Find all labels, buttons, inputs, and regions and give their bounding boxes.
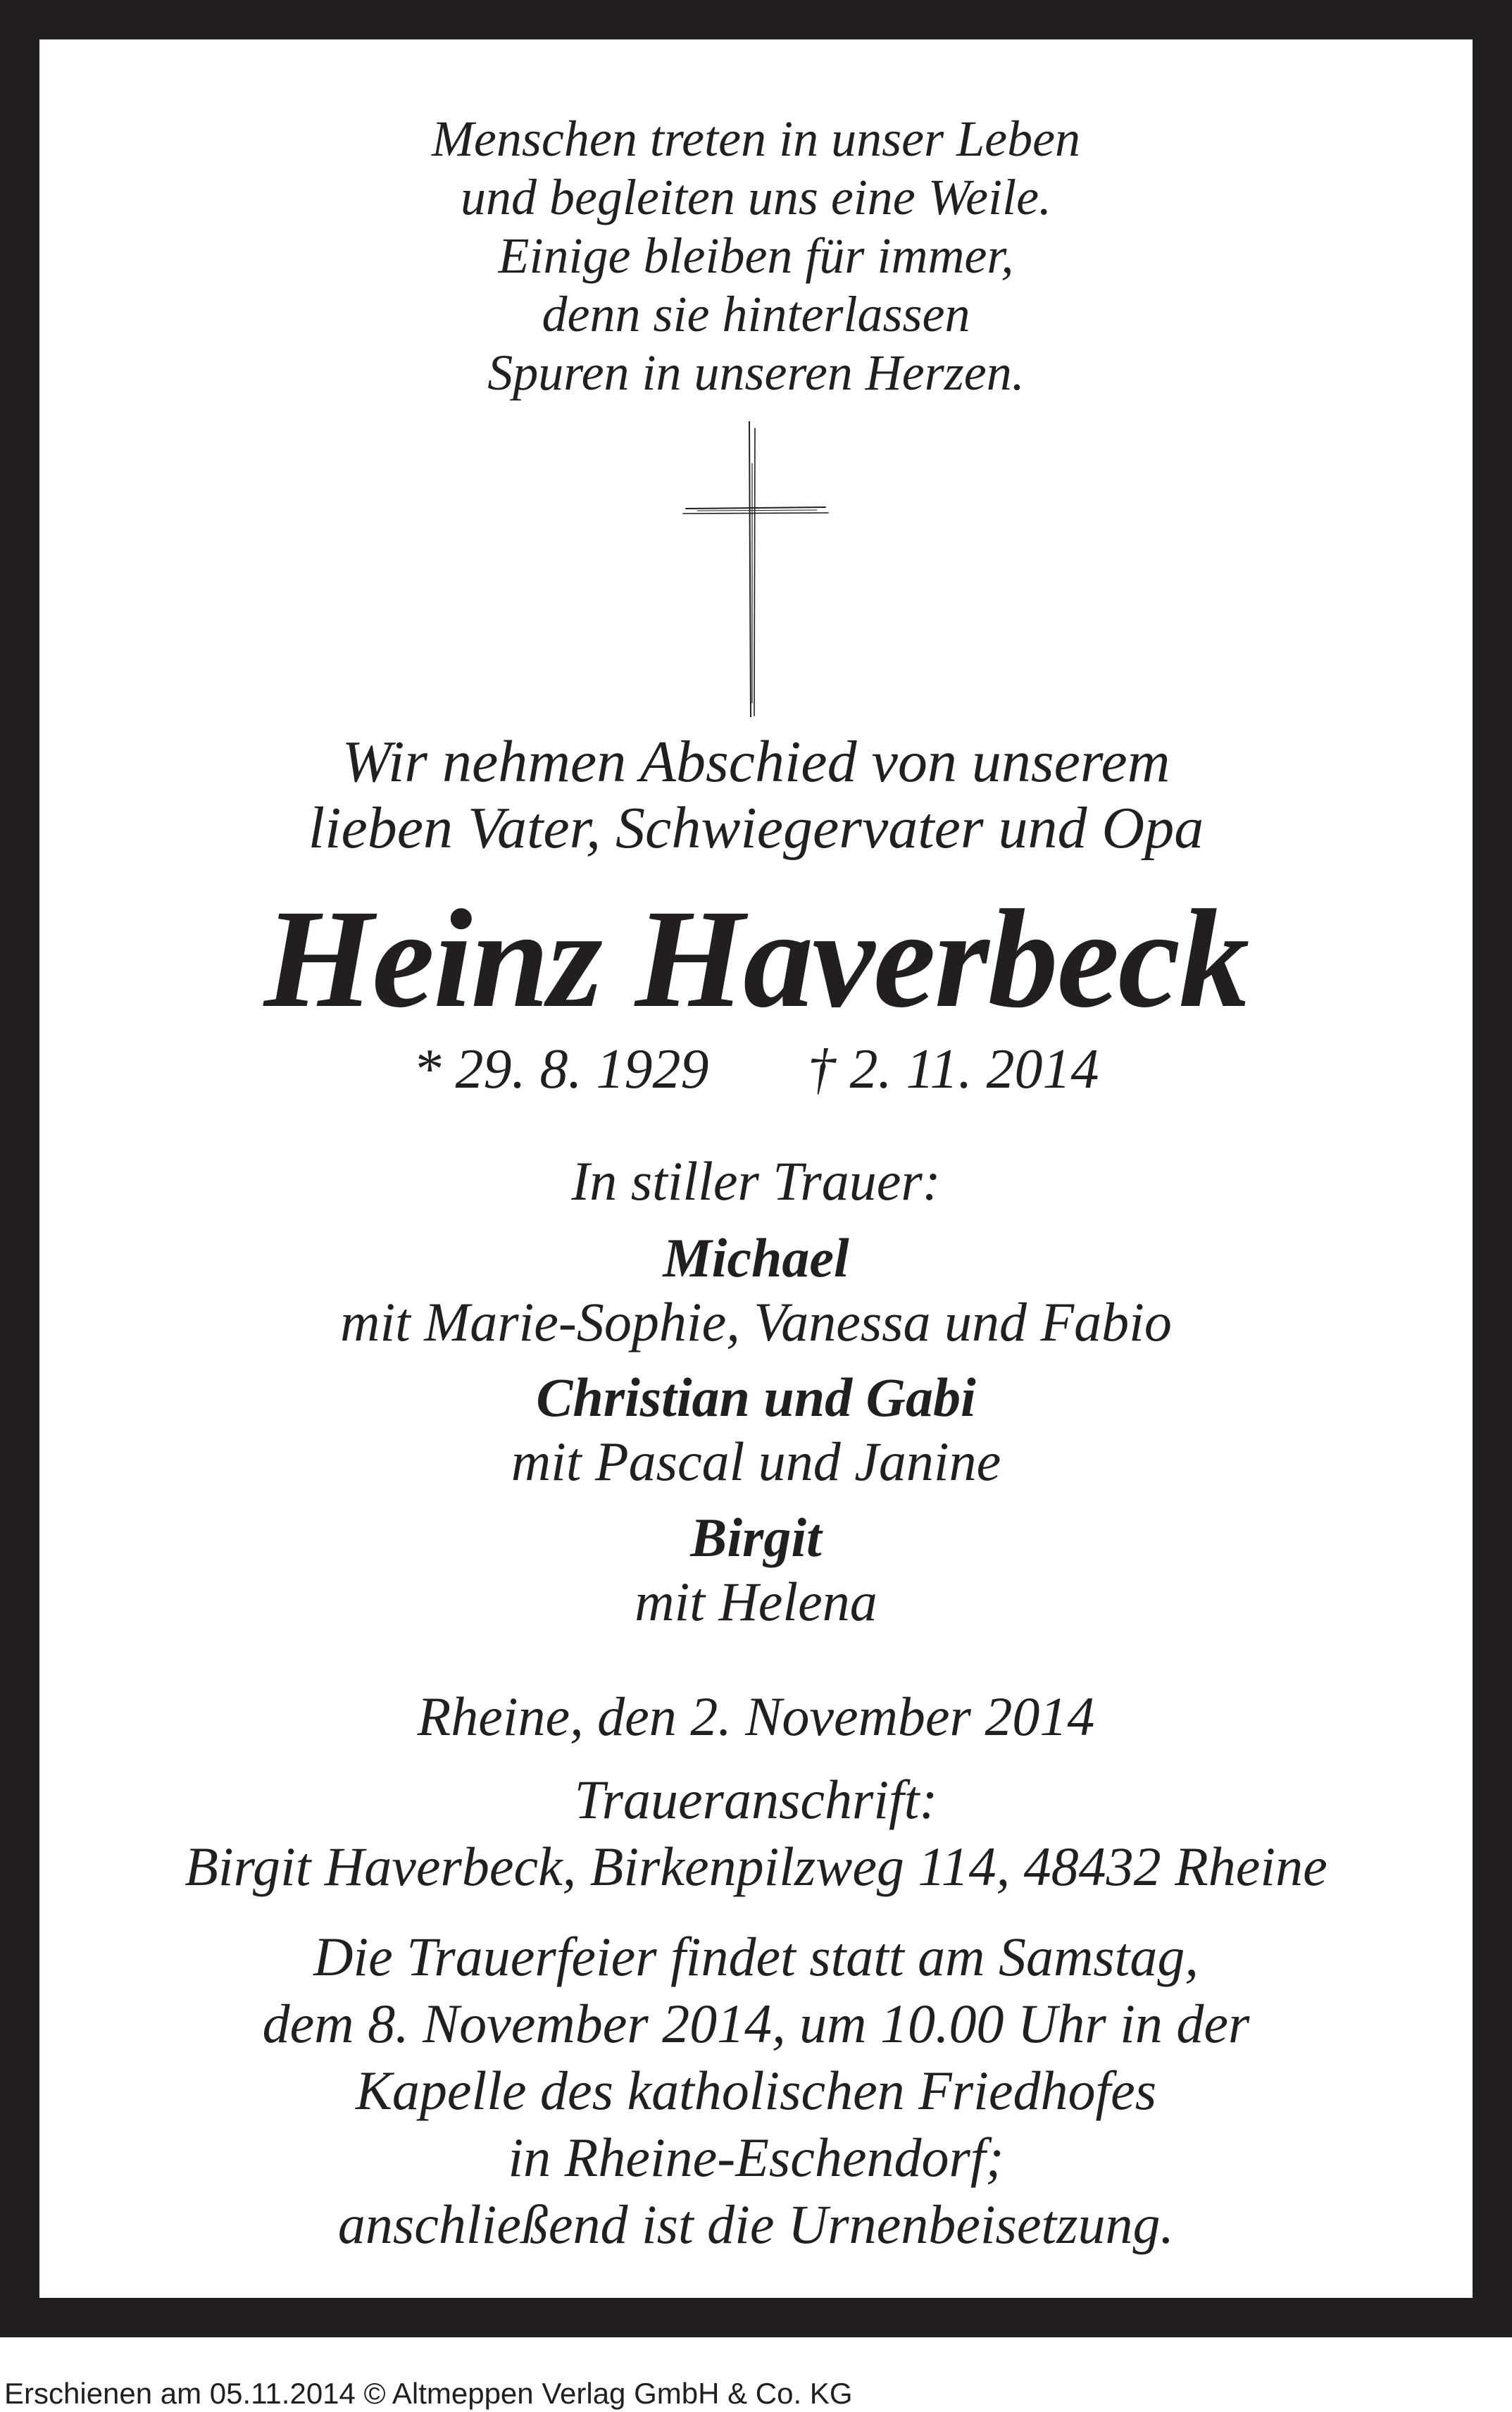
ceremony-line: Kapelle des katholischen Friedhofes bbox=[355, 2060, 1157, 2121]
address-label: Traueranschrift: bbox=[574, 1769, 938, 1830]
life-dates bbox=[0, 1037, 1512, 1102]
publication-footer: Erschienen am 05.11.2014 © Altmeppen Verlag GmbH & Co. KG bbox=[4, 2377, 853, 2410]
ceremony-line: in Rheine-Eschendorf; bbox=[508, 2127, 1004, 2188]
intro-line: Wir nehmen Abschied von unserem bbox=[342, 729, 1170, 795]
motto-line: denn sie hinterlassen bbox=[542, 286, 970, 342]
deceased-name: Heinz Haverbeck bbox=[263, 881, 1249, 1037]
mourner-name: Christian und Gabi bbox=[536, 1367, 976, 1428]
intro-line: lieben Vater, Schwiegervater und Opa bbox=[308, 795, 1204, 861]
address-value: Birgit Haverbeck, Birkenpilzweg 114, 48432 Rheine bbox=[185, 1836, 1327, 1897]
mourner-family: mit Pascal und Janine bbox=[511, 1431, 1001, 1492]
mourner-name: Birgit bbox=[690, 1507, 822, 1568]
mourner-family: mit Marie-Sophie, Vanessa und Fabio bbox=[340, 1291, 1172, 1353]
motto-line: Einige bleiben für immer, bbox=[498, 228, 1014, 284]
ceremony-line: dem 8. November 2014, um 10.00 Uhr in der bbox=[262, 1993, 1250, 2054]
cross-icon bbox=[676, 421, 831, 717]
place-date: Rheine, den 2. November 2014 bbox=[417, 1686, 1095, 1747]
ceremony-line: Die Trauerfeier findet statt am Samstag, bbox=[313, 1926, 1199, 1987]
motto-line: und begleiten uns eine Weile. bbox=[460, 169, 1052, 225]
mourners-heading: In stiller Trauer: bbox=[571, 1150, 941, 1212]
birth-date: * 29. 8. 1929 bbox=[413, 1038, 709, 1100]
ceremony-line: anschließend ist die Urnenbeisetzung. bbox=[337, 2194, 1175, 2255]
motto-line: Spuren in unseren Herzen. bbox=[487, 344, 1025, 401]
death-date: † 2. 11. 2014 bbox=[807, 1038, 1099, 1100]
motto-line: Menschen treten in unser Leben bbox=[431, 111, 1081, 167]
mourner-name: Michael bbox=[663, 1227, 849, 1288]
mourner-family: mit Helena bbox=[635, 1571, 877, 1632]
